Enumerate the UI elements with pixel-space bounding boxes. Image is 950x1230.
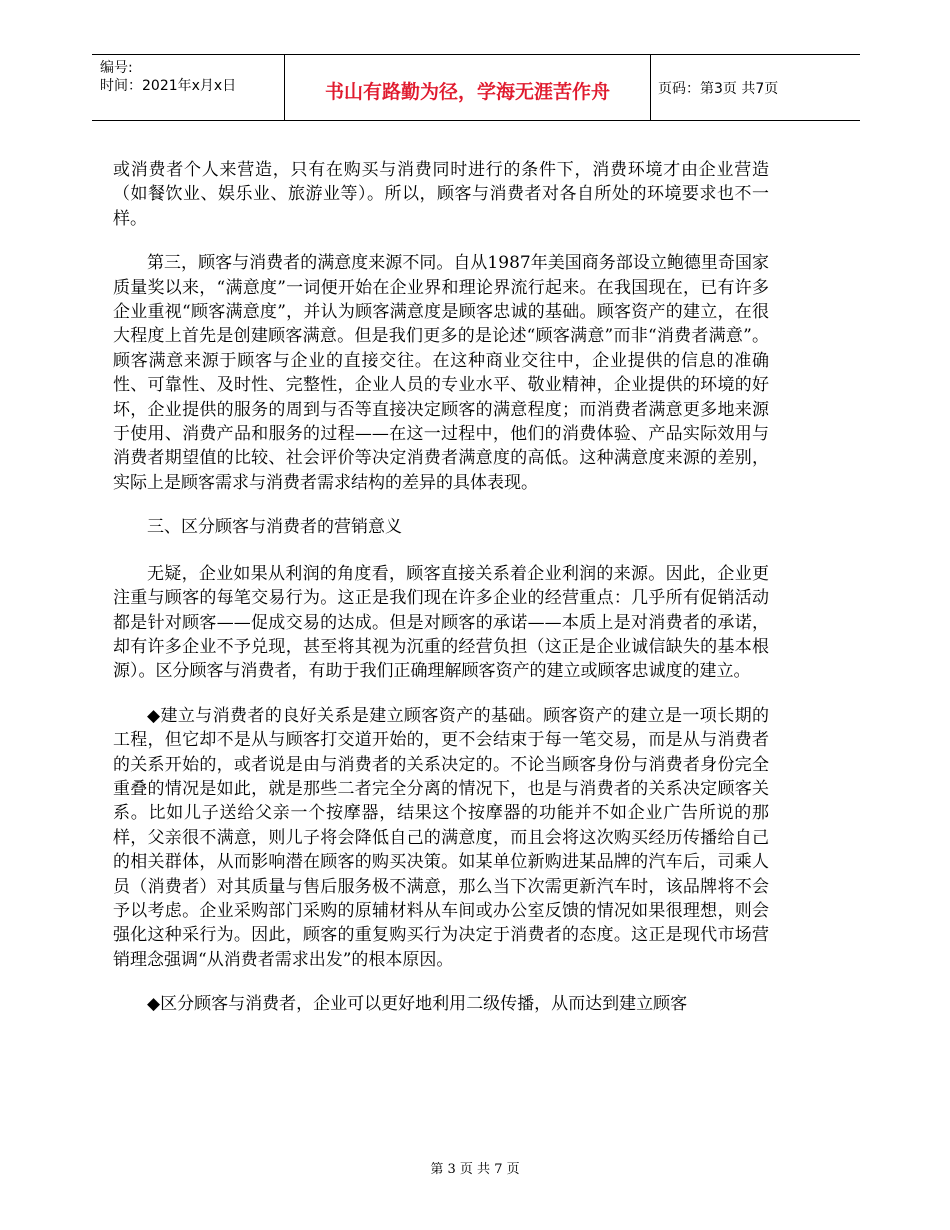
number-label: 编号:	[100, 60, 133, 76]
paragraph: ◆区分顾客与消费者，企业可以更好地利用二级传播，从而达到建立顾客	[147, 994, 688, 1015]
paragraph: ◆建立与消费者的良好关系是建立顾客资产的基础。顾客资产的建立是一项长期的工程，但它却不是从与顾客打交道开始的，更不会结束于每一笔交易，而是从与消费者的关系开始的，或者说是由与消费者的关系决定的。不论当顾客身份与消费者身份完全重叠的情况是如此，就是那些二者完全分离的情况下，也是与消费者的关系决定顾客关系。比如儿子送给父亲一个按摩器，结果这个按摩器的功能并不如企业广告所说的那样，父亲很不满意，则儿子将会降低自己的满意度，而且会将这次购买经历传播给自己的相关群体，从而影响潜在顾客的购买决策。如某单位新购进某品牌的汽车后，司乘人员（消费者）对其质量与售后服务极不满意，那么当下次需更新汽车时，该品牌将不会予以考虑。企业采购部门采购的原辅材料从车间或办公室反馈的情况如果很理想，则会强化这种采行为。因此，顾客的重复购买行为决定于消费者的态度。这正是现代市场营销理念强调“从消费者需求出发”的根本原因。	[113, 705, 769, 970]
section-heading: 三、区分顾客与消费者的营销意义	[147, 517, 402, 538]
paragraph: 无疑，企业如果从利润的角度看，顾客直接关系着企业利润的来源。因此，企业更注重与顾客的每笔交易行为。这正是我们现在许多企业的经营重点：几乎所有促销活动都是针对顾客——促成交易的达成。但是对顾客的承诺——本质上是对消费者的承诺，却有许多企业不予兑现，甚至将其视为沉重的经营负担（这正是企业诚信缺失的基本根源）。区分顾客与消费者，有助于我们正确理解顾客资产的建立或顾客忠诚度的建立。	[113, 563, 769, 682]
document-body	[113, 158, 769, 1037]
time-label: 时间：2021年x月x日	[100, 78, 237, 94]
paragraph: 或消费者个人来营造，只有在购买与消费同时进行的条件下，消费环境才由企业营造（如餐饮业、娱乐业、旅游业等）。所以，顾客与消费者对各自所处的环境要求也不一样。	[113, 160, 769, 229]
header-motto: 书山有路勤为径，学海无涯苦作舟	[324, 81, 610, 103]
header-divider	[650, 55, 651, 120]
paragraph: 第三，顾客与消费者的满意度来源不同。自从1987年美国商务部设立鲍德里奇国家质量奖以来，“满意度”一词便开始在企业界和理论界流行起来。在我国现在，已有许多企业重视“顾客满意度”，并认为顾客满意度是顾客忠诚的基础。顾客资产的建立，在很大程度上首先是创建顾客满意。但是我们更多的是论述“顾客满意”而非“消费者满意”。顾客满意来源于顾客与企业的直接交往。在这种商业交往中，企业提供的信息的准确性、可靠性、及时性、完整性，企业人员的专业水平、敬业精神，企业提供的环境的好坏，企业提供的服务的周到与否等直接决定顾客的满意程度；而消费者满意更多地来源于使用、消费产品和服务的过程——在这一过程中，他们的消费体验、产品实际效用与消费者期望值的比较、社会评价等决定消费者满意度的高低。这种满意度来源的差别，实际上是顾客需求与消费者需求结构的差异的具体表现。	[113, 253, 769, 493]
page-header	[92, 54, 860, 121]
header-page-label: 页码：第3页 共7页	[658, 81, 779, 97]
page-footer: 第 3 页 共 7 页	[430, 1162, 520, 1177]
header-left	[100, 59, 236, 95]
